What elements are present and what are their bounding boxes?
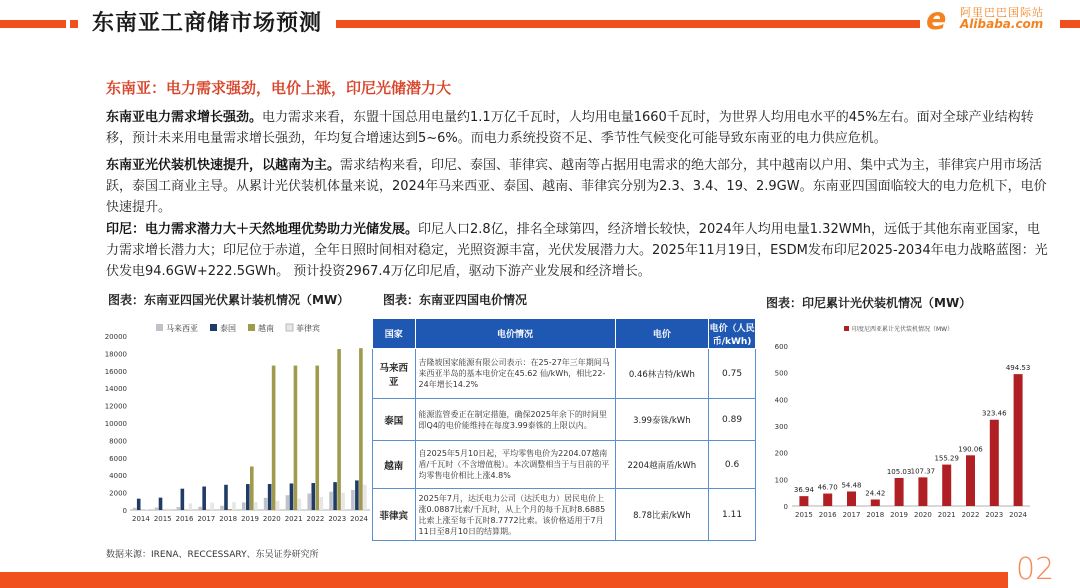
table-row — [373, 489, 756, 541]
bar-越南 — [359, 348, 363, 510]
data-label: 46.70 — [817, 483, 838, 492]
bar-马来西亚 — [155, 508, 159, 510]
bar-泰国 — [268, 484, 272, 510]
paragraph-pv-installs — [106, 155, 1048, 218]
x-tick-label: 2024 — [350, 515, 369, 523]
electricity-price-table — [372, 318, 756, 541]
bar-马来西亚 — [177, 507, 181, 510]
cell-price: 2204越南盾/kWh — [615, 441, 709, 489]
bar-马来西亚 — [198, 507, 202, 510]
x-tick-label: 2023 — [328, 515, 347, 523]
cell-rmb: 0.6 — [709, 441, 756, 489]
bar — [1014, 374, 1023, 506]
paragraph-body: 需求结构来看，印尼、泰国、菲律宾、越南等占据用电需求的绝大部分，其中越南以户用、集中式为主，菲律宾户用市场活跃，泰国工商业主导。从累计光伏装机体量来说，2024年马来西亚、泰国、越南、菲律宾分别为2.3、3.4、19、2.9GW。东南亚四国面临较大的电力危机下，电价快速提升。 — [106, 158, 1047, 215]
y-tick-label: 300 — [774, 423, 788, 431]
logo-english-text: Alibaba.com — [960, 17, 1044, 31]
bar-菲律宾 — [189, 503, 193, 510]
bar-泰国 — [159, 498, 163, 510]
bar-越南 — [228, 509, 232, 510]
y-tick-label: 18000 — [104, 350, 127, 359]
bar-泰国 — [311, 483, 315, 510]
bar-马来西亚 — [307, 493, 311, 510]
y-tick-label: 12000 — [104, 402, 127, 411]
cell-price: 0.46林吉特/kWh — [615, 349, 709, 399]
bar-马来西亚 — [329, 492, 333, 510]
y-tick-label: 4000 — [109, 472, 127, 481]
y-tick-label: 500 — [774, 369, 788, 378]
x-tick-label: 2019 — [890, 511, 909, 519]
x-tick-label: 2023 — [985, 511, 1004, 519]
bar-泰国 — [246, 484, 250, 510]
x-tick-label: 2019 — [241, 515, 259, 523]
section-title: 东南亚：电力需求强劲，电价上涨，印尼光储潜力大 — [106, 79, 452, 97]
paragraph-lead: 东南亚光伏装机快速提升，以越南为主。 — [106, 158, 341, 173]
header-rmb: 电价（人民币/kWh) — [709, 319, 756, 349]
bar-越南 — [250, 467, 254, 511]
logo-mark: e — [926, 2, 947, 37]
bar-马来西亚 — [133, 508, 137, 510]
x-tick-label: 2021 — [937, 511, 956, 519]
paragraph-demand — [106, 107, 1048, 149]
header-left-accent — [0, 10, 70, 36]
cell-desc: 能源监管委正在制定措施，确保2025年余下的时间里即Q4的电价能维持在每度3.99泰铢的上限以内。 — [415, 399, 615, 441]
y-tick-label: 16000 — [104, 367, 127, 376]
table-row — [373, 441, 756, 489]
paragraph-lead: 东南亚电力需求增长强劲。 — [106, 110, 263, 125]
legend-label: 菲律宾 — [296, 324, 320, 333]
bar-菲律宾 — [298, 499, 302, 510]
x-tick-label: 2022 — [306, 515, 325, 523]
bar-越南 — [272, 366, 276, 510]
legend-swatch — [248, 324, 255, 331]
bar-马来西亚 — [220, 506, 224, 510]
cell-desc: 自2025年5月10日起，平均零售电价为2204.07越南盾/千瓦时（不含增值税）。本次调整相当于与目前的平均零售电价相比上涨4.8% — [415, 441, 615, 489]
bar — [895, 478, 904, 506]
bar-越南 — [315, 366, 319, 510]
bar-菲律宾 — [341, 493, 345, 510]
paragraph-body: 印尼人口2.8亿，排名全球第四，经济增长较快，2024年人均用电量1.32WMh，远低于其他东南亚国家，电力需求增长潜力大；印尼位于赤道，全年日照时间相对稳定，光照资源丰富，光伏发展潜力大。2025年11月19日，ESDM发布印尼2025-2034年电力战略蓝图：光伏发电94.6GW+222.5GWh。 预计投资2967.4万亿印尼盾，驱动下游产业发展和经济增长。 — [106, 222, 1048, 279]
bar-菲律宾 — [145, 509, 149, 510]
x-tick-label: 2018 — [219, 515, 238, 523]
x-tick-label: 2016 — [175, 515, 194, 523]
legend-swatch — [844, 326, 849, 331]
bar-泰国 — [181, 489, 185, 510]
data-label: 105.03 — [886, 467, 912, 476]
figure-title-sea-pv: 图表：东南亚四国光伏累计装机情况（MW） — [108, 293, 350, 307]
cell-country: 马来西亚 — [373, 349, 416, 399]
header-country: 国家 — [373, 319, 416, 349]
bar-泰国 — [290, 483, 294, 510]
figure-title-price-table: 图表：东南亚四国电价情况 — [383, 293, 528, 307]
y-tick-label: 2000 — [109, 489, 127, 498]
cell-rmb: 1.11 — [709, 489, 756, 541]
cell-country: 菲律宾 — [373, 489, 416, 541]
bar-菲律宾 — [167, 509, 171, 510]
bar — [966, 455, 975, 506]
y-tick-label: 0 — [783, 503, 788, 511]
x-tick-label: 2017 — [842, 511, 861, 519]
cell-rmb: 0.89 — [709, 399, 756, 441]
cell-country: 越南 — [373, 441, 416, 489]
x-tick-label: 2016 — [818, 511, 837, 519]
legend-swatch — [156, 324, 163, 331]
bar-泰国 — [333, 482, 337, 510]
bar — [823, 494, 832, 506]
data-label: 107.37 — [910, 467, 936, 476]
page-number: 02 — [1016, 552, 1055, 587]
figure-title-indonesia-pv: 图表：印尼累计光伏装机情况（MW） — [766, 296, 972, 310]
data-label: 155.29 — [934, 454, 959, 463]
x-tick-label: 2015 — [794, 511, 813, 519]
paragraph-body: 电力需求来看，东盟十国总用电量约1.1万亿千瓦时，人均用电量1660千瓦时，为世界人均用电水平的45%左右。面对全球产业结构转移，预计未来用电量需求增长强劲，年均复合增速达到5~6%。而电力系统投资不足、季节性气候变化可能导致东南亚的电力供应危机。 — [106, 110, 1034, 146]
y-tick-label: 600 — [774, 343, 788, 351]
bar — [918, 477, 927, 506]
y-tick-label: 8000 — [109, 437, 127, 446]
cell-desc: 吉隆坡国家能源有限公司表示：在25-27年三年期间马来西亚半岛的基本电价定在45.62 仙/kWh，相比22-24年增长14.2% — [415, 349, 615, 399]
page-title: 东南亚工商储市场预测 — [78, 8, 336, 40]
bar-泰国 — [224, 485, 228, 510]
x-tick-label: 2017 — [197, 515, 216, 523]
x-tick-label: 2014 — [131, 515, 150, 523]
data-source-note: 数据来源：IRENA、RECCESSARY、东吴证券研究所 — [106, 550, 319, 560]
table-row — [373, 349, 756, 399]
bar-菲律宾 — [210, 503, 214, 510]
x-tick-label: 2024 — [1009, 511, 1028, 519]
alibaba-logo — [920, 0, 1060, 38]
paragraph-indonesia — [106, 219, 1048, 282]
y-tick-label: 100 — [774, 476, 788, 485]
bar-菲律宾 — [276, 501, 280, 510]
bar-菲律宾 — [254, 502, 258, 510]
legend-label: 泰国 — [220, 324, 236, 333]
bar-菲律宾 — [363, 485, 367, 510]
legend-swatch — [210, 324, 217, 331]
cell-price: 3.99泰铢/kWh — [615, 399, 709, 441]
x-tick-label: 2015 — [153, 515, 172, 523]
bar — [799, 496, 808, 506]
cell-rmb: 0.75 — [709, 349, 756, 399]
x-tick-label: 2020 — [262, 515, 281, 523]
logo-chinese-text: 阿里巴巴国际站 — [960, 6, 1044, 19]
bar-越南 — [294, 366, 298, 510]
cell-country: 泰国 — [373, 399, 416, 441]
table-row — [373, 399, 756, 441]
data-label: 190.06 — [958, 445, 983, 454]
x-tick-label: 2020 — [913, 511, 932, 519]
bar — [942, 465, 951, 506]
data-label: 36.94 — [793, 486, 814, 495]
bar-马来西亚 — [351, 490, 355, 510]
bar-马来西亚 — [242, 502, 246, 510]
y-tick-label: 20000 — [104, 333, 127, 341]
bar-越南 — [337, 349, 341, 510]
indonesia-pv-bar-chart — [762, 316, 1052, 528]
bar — [871, 499, 880, 506]
legend-label: 印度尼西亚累计光伏装机情况（MW） — [852, 326, 954, 333]
x-tick-label: 2021 — [284, 515, 303, 523]
bar-泰国 — [137, 499, 141, 510]
y-tick-label: 10000 — [104, 420, 127, 428]
bar-菲律宾 — [319, 497, 323, 510]
data-label: 24.42 — [865, 489, 886, 498]
table-header-row — [373, 319, 756, 349]
bar-泰国 — [355, 480, 359, 510]
bar — [847, 491, 856, 506]
legend-label: 越南 — [258, 324, 274, 333]
bar-泰国 — [202, 487, 206, 510]
legend-swatch — [286, 324, 293, 331]
y-tick-label: 400 — [774, 396, 788, 405]
data-label: 323.46 — [982, 409, 1007, 418]
footer-bar — [0, 572, 1008, 588]
bar-马来西亚 — [264, 498, 268, 510]
header-price: 电价 — [615, 319, 709, 349]
header-desc: 电价情况 — [415, 319, 615, 349]
cell-price: 8.78比索/kWh — [615, 489, 709, 541]
data-label: 54.48 — [841, 481, 862, 490]
paragraph-lead: 印尼：电力需求潜力大＋天然地理优势助力光储发展。 — [106, 222, 419, 237]
cell-desc: 2025年7月，达沃电力公司（达沃电力）居民电价上涨0.0887比索/千瓦时，从上个月的每千瓦时8.6885比索上涨至每千瓦时8.7772比索。该价格适用于7月11日至8月10日的结算期。 — [415, 489, 615, 541]
y-tick-label: 200 — [774, 449, 788, 458]
sea-pv-bar-chart — [98, 316, 374, 530]
x-tick-label: 2022 — [961, 511, 980, 519]
y-tick-label: 6000 — [109, 454, 127, 463]
data-label: 494.53 — [1005, 364, 1031, 373]
y-tick-label: 14000 — [104, 385, 127, 394]
x-tick-label: 2018 — [866, 511, 885, 519]
bar-马来西亚 — [286, 495, 290, 510]
legend-label: 马来西亚 — [166, 324, 198, 333]
y-tick-label: 0 — [122, 507, 127, 515]
bar-菲律宾 — [232, 502, 236, 510]
bar — [990, 420, 999, 506]
